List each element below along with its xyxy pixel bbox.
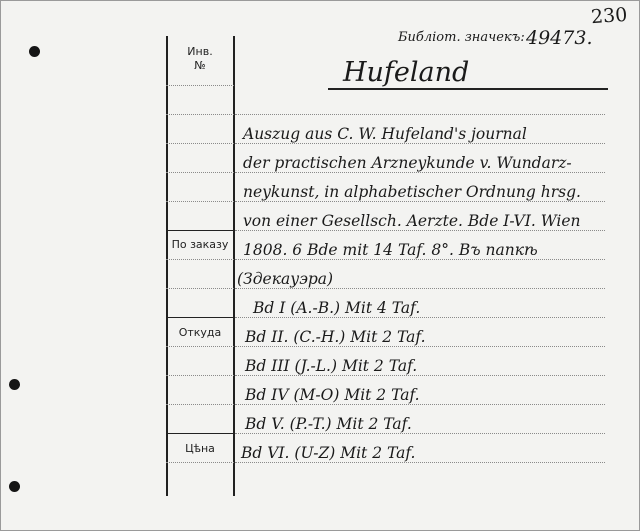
description-line: von einer Gesellsch. Aerzte. Bde I-VI. Wien — [243, 212, 581, 230]
volume-entry: Bd I (A.-B.) Mit 4 Taf. — [253, 299, 421, 317]
ruled-line — [235, 346, 605, 348]
author-underline — [328, 88, 608, 90]
library-mark-label: Библіот. значекъ: — [398, 30, 525, 45]
ruled-line — [235, 462, 605, 464]
ruled-line — [166, 172, 234, 174]
volume-entry: Bd IV (M-O) Mit 2 Taf. — [245, 386, 420, 404]
page-number: 230 — [590, 3, 628, 29]
ruled-line — [235, 172, 605, 174]
ruled-line — [166, 346, 234, 348]
ruled-line — [166, 143, 234, 145]
section-divider — [166, 433, 234, 434]
order-label: По заказу — [171, 238, 229, 251]
ruled-line — [166, 462, 234, 464]
description-line: (Здекауэра) — [237, 270, 334, 288]
volume-entry: Bd III (J.-L.) Mit 2 Taf. — [245, 357, 418, 375]
ruled-line — [235, 433, 605, 435]
ruled-line — [166, 375, 234, 377]
ruled-line — [166, 259, 234, 261]
ruled-line — [235, 230, 605, 232]
inv-label: Инв. — [187, 45, 213, 58]
ruled-line — [235, 259, 605, 261]
ruled-line — [235, 288, 605, 290]
source-label: Откуда — [178, 326, 222, 339]
left-column-border-left — [166, 36, 168, 496]
ruled-line — [166, 114, 234, 116]
punch-hole-middle — [9, 379, 20, 390]
description-line: Auszug aus C. W. Hufeland's journal — [243, 125, 527, 143]
ruled-line — [166, 288, 234, 290]
description-line: neykunst, in alphabetischer Ordnung hrsg. — [243, 183, 581, 201]
ruled-line — [166, 201, 234, 203]
ruled-line — [235, 404, 605, 406]
volume-entry: Bd VI. (U-Z) Mit 2 Taf. — [241, 444, 416, 462]
section-divider — [166, 230, 234, 231]
ruled-line — [235, 201, 605, 203]
section-divider — [166, 317, 234, 318]
ruled-line — [166, 404, 234, 406]
ruled-line — [235, 114, 605, 116]
ruled-line — [235, 317, 605, 319]
volume-entry: Bd V. (P.-T.) Mit 2 Taf. — [245, 415, 412, 433]
punch-hole-bottom — [9, 481, 20, 492]
punch-hole-top — [29, 46, 40, 57]
library-mark-value: 49473. — [526, 27, 593, 49]
inv-number-label: № — [194, 59, 206, 72]
ruled-line — [235, 375, 605, 377]
ruled-line — [235, 143, 605, 145]
author-heading: Hufeland — [343, 57, 470, 88]
price-label: Цѣна — [185, 442, 215, 455]
description-line: 1808. 6 Bde mit 14 Taf. 8°. Въ папкѣ — [243, 241, 538, 259]
volume-entry: Bd II. (C.-H.) Mit 2 Taf. — [245, 328, 426, 346]
left-column-border-right — [233, 36, 235, 496]
description-line: der practischen Arzneykunde v. Wundarz- — [243, 154, 572, 172]
ruled-line — [166, 85, 234, 87]
